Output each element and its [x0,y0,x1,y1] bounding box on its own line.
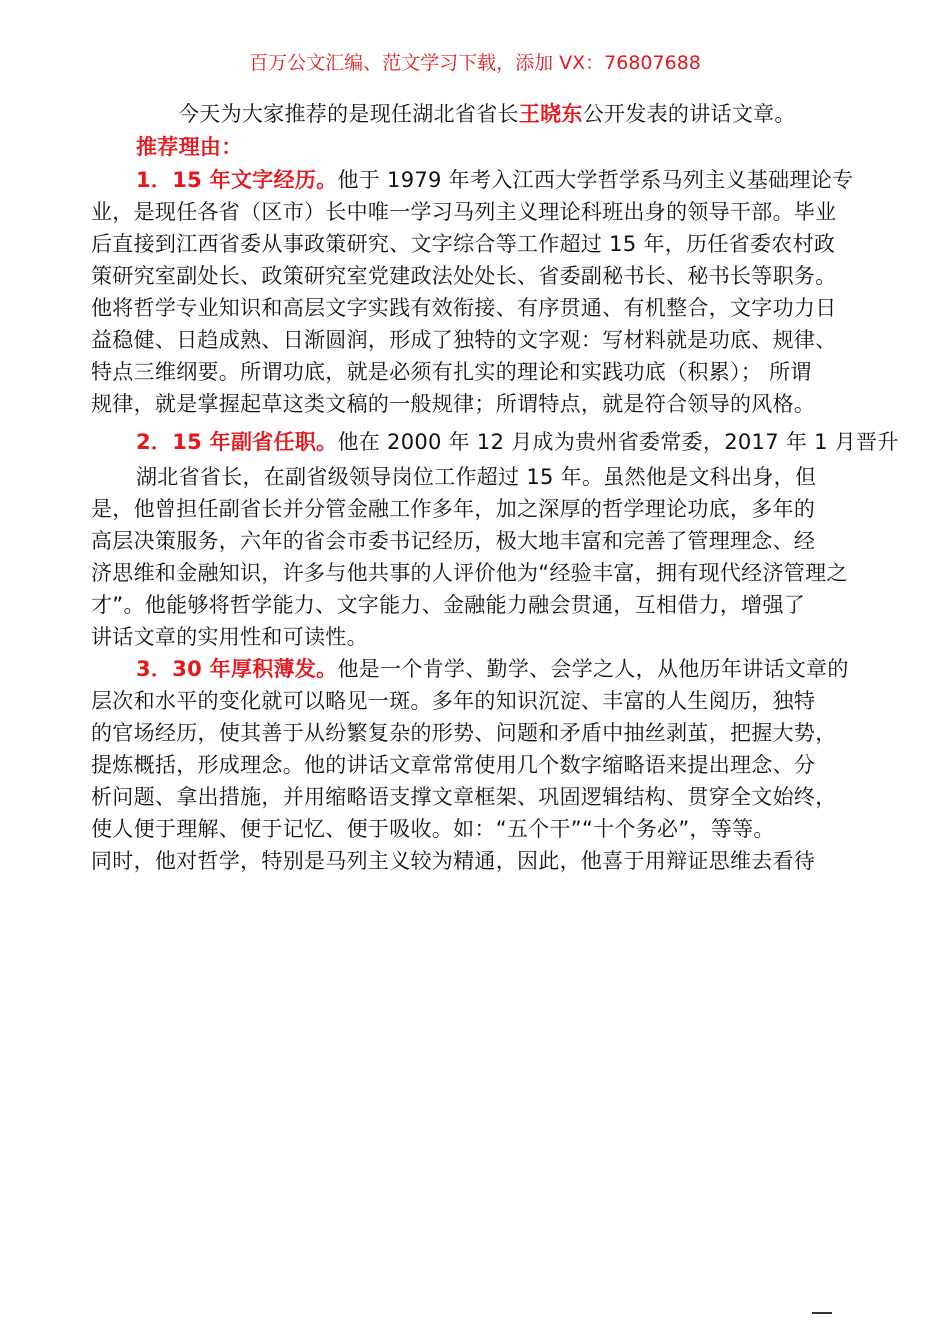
header-watermark: 百万公文汇编、范文学习下载，添加 VX：76807688 [249,52,701,74]
section1-line: 规律，就是掌握起草这类文稿的一般规律；所谓特点，就是符合领导的风格。 [91,392,816,416]
section1-line: 特点三维纲要。所谓功底，就是必须有扎实的理论和实践功底（积累）； 所谓 [91,360,812,384]
section1-line: 他于 1979 年考入江西大学哲学系马列主义基础理论专 [337,168,854,192]
section2-line: 高层决策服务，六年的省会市委书记经历，极大地丰富和完善了管理理念、经 [91,529,816,553]
intro-line [178,100,796,128]
intro-after: 公开发表的讲话文章。 [582,102,796,126]
section2-heading: 2．15 年副省任职。 [136,430,338,454]
section2-line: 他在 2000 年 12 月成为贵州省委常委，2017 年 1 月晋升 [337,430,899,454]
section3-line: 使人便于理解、便于记忆、便于吸收。如：“五个干”“十个务必”，等等。 [91,817,775,841]
section3-line: 层次和水平的变化就可以略见一斑。多年的知识沉淀、丰富的人生阅历，独特 [91,689,816,713]
section3-first-line [136,655,849,683]
section1-line: 他将哲学专业知识和高层文字实践有效衔接、有序贯通、有机整合，文字功力日 [91,296,837,320]
reason-title: 推荐理由： [136,135,243,159]
section3-heading: 3．30 年厚积薄发。 [136,657,338,681]
section3-line: 他是一个肯学、勤学、会学之人，从他历年讲话文章的 [337,657,849,681]
section1-heading: 1．15 年文字经历。 [136,168,338,192]
section1-line: 策研究室副处长、政策研究室党建政法处处长、省委副秘书长、秘书长等职务。 [91,264,837,288]
section3-line: 同时，他对哲学，特别是马列主义较为精通，因此，他喜于用辩证思维去看待 [91,849,816,873]
section2-line: 才”。他能够将哲学能力、文字能力、金融能力融会贯通，互相借力，增强了 [91,593,806,617]
section2-line: 是，他曾担任副省长并分管金融工作多年，加之深厚的哲学理论功底，多年的 [91,497,816,521]
section3-line: 提炼概括，形成理念。他的讲话文章常常使用几个数字缩略语来提出理念、分 [91,753,816,777]
section3-line: 析问题、拿出措施，并用缩略语支撑文章框架、巩固逻辑结构、贯穿全文始终， [91,785,837,809]
section1-line: 后直接到江西省委从事政策研究、文字综合等工作超过 15 年，历任省委农村政 [91,232,836,256]
section2-line: 济思维和金融知识，许多与他共事的人评价他为“经验丰富，拥有现代经济管理之 [91,561,848,585]
intro-before: 今天为大家推荐的是现任湖北省省长 [178,102,519,126]
intro-name: 王晓东 [518,102,583,126]
page-marker [812,1312,832,1314]
section1-line: 益稳健、日趋成熟、日渐圆润，形成了独特的文字观：写材料就是功底、规律、 [91,328,837,352]
section1-first-line [136,166,853,194]
section3-line: 的官场经历，使其善于从纷繁复杂的形势、问题和矛盾中抽丝剥茧，把握大势， [91,721,837,745]
section2-line: 讲话文章的实用性和可读性。 [91,625,368,649]
section2-first-line [136,428,899,456]
section2-line: 湖北省省长，在副省级领导岗位工作超过 15 年。虽然他是文科出身，但 [136,465,817,489]
section1-line: 业，是现任各省（区市）长中唯一学习马列主义理论科班出身的领导干部。毕业 [91,200,837,224]
